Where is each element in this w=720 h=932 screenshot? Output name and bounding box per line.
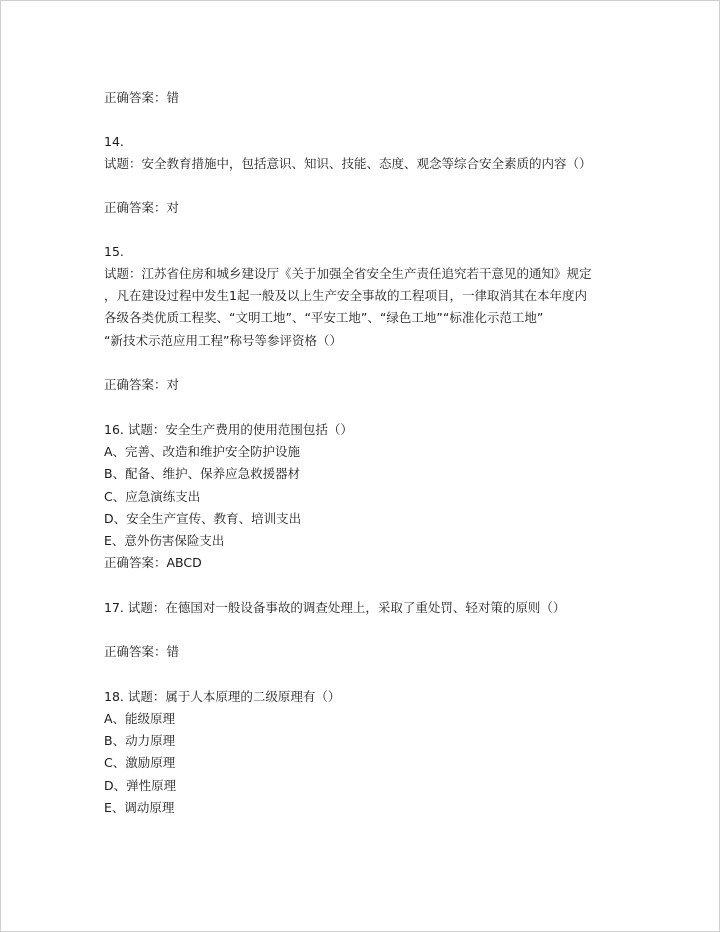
question-text: 17. 试题：在德国对一般设备事故的调查处理上，采取了重处罚、轻对策的原则（） <box>104 600 566 615</box>
option-line: E、意外伤害保险支出 <box>104 533 225 548</box>
question-text-line: “新技术示范应用工程”称号等参评资格（） <box>104 333 342 348</box>
question-text-line: 试题：江苏省住房和城乡建设厅《关于加强全省安全生产责任追究若干意见的通知》规定 <box>104 266 592 281</box>
option-line: E、调动原理 <box>104 800 175 815</box>
answer-line: 正确答案：对 <box>104 377 180 392</box>
question-number: 14. <box>104 134 124 149</box>
question-number: 15. <box>104 244 124 259</box>
question-text: 18. 试题：属于人本原理的二级原理有（） <box>104 689 341 704</box>
answer-line: 正确答案：错 <box>104 90 180 105</box>
option-line: D、安全生产宣传、教育、培训支出 <box>104 511 302 526</box>
option-line: A、完善、改造和维护安全防护设施 <box>104 444 301 459</box>
answer-line: 正确答案：错 <box>104 644 180 659</box>
answer-line: 正确答案：对 <box>104 200 180 215</box>
option-line: C、激励原理 <box>104 755 176 770</box>
question-text: 16. 试题：安全生产费用的使用范围包括（） <box>104 422 353 437</box>
option-line: B、动力原理 <box>104 733 176 748</box>
answer-line: 正确答案：ABCD <box>104 555 202 570</box>
question-text-line: 各级各类优质工程奖、“文明工地”、“平安工地”、“绿色工地”“标准化示范工地” <box>104 310 544 325</box>
option-line: C、应急演练支出 <box>104 489 201 504</box>
option-line: B、配备、维护、保养应急救援器材 <box>104 466 301 481</box>
question-text-line: ，凡在建设过程中发生1起一般及以上生产安全事故的工程项目，一律取消其在本年度内 <box>104 288 587 303</box>
option-line: A、能级原理 <box>104 711 176 726</box>
question-text: 试题：安全教育措施中，包括意识、知识、技能、态度、观念等综合安全素质的内容（） <box>104 156 592 171</box>
option-line: D、弹性原理 <box>104 778 177 793</box>
